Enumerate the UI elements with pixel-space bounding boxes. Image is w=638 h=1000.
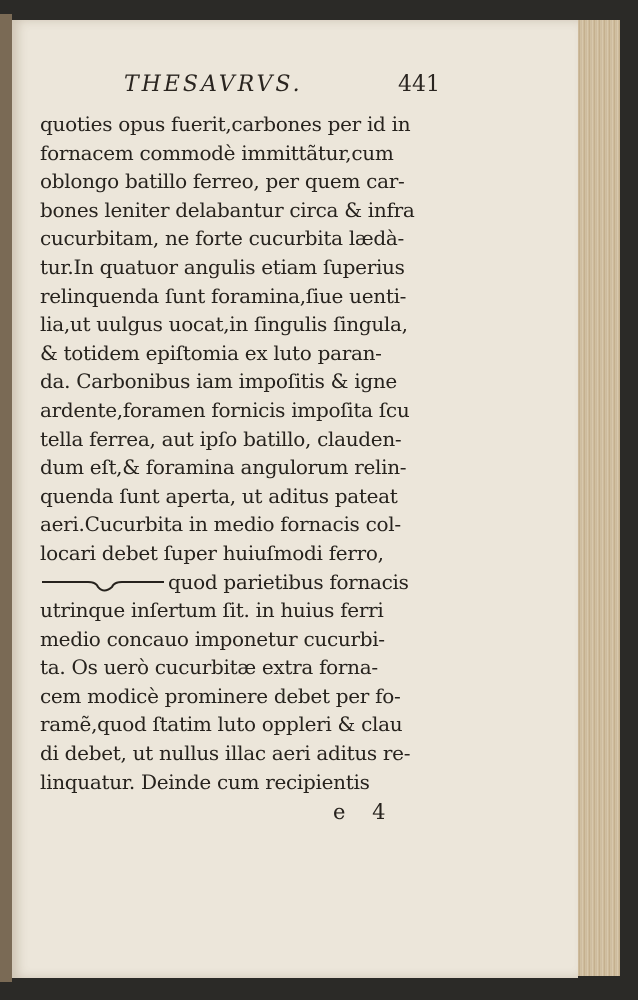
page-stack-edge: [575, 20, 620, 976]
text-line: bones leniter delabantur circa & infra: [40, 197, 415, 222]
iron-bar-figure-icon: [40, 572, 166, 592]
text-line: relinquenda ſunt foramina,ſiue uenti-: [40, 283, 407, 308]
text-line: dum eſt,& foramina angulorum relin-: [40, 455, 407, 480]
text-line: aeri.Cucurbita in medio fornacis col-: [40, 512, 401, 537]
signature-mark: e 4: [333, 800, 396, 824]
text-line: fornacem commodè immittãtur,cum: [40, 140, 394, 165]
text-line: utrinque inſertum ſit. in huius ferri: [40, 598, 384, 623]
text-line: quoties opus fuerit,carbones per id in: [40, 112, 411, 136]
running-head-title: THESAVRVS.: [124, 72, 303, 97]
text-line: da. Carbonibus iam impoſitis & igne: [40, 369, 397, 394]
body-text: [40, 110, 450, 796]
text-line: ta. Os uerò cucurbitæ extra forna-: [40, 655, 378, 680]
text-line: di debet, ut nullus illac aeri aditus re-: [40, 741, 411, 766]
text-line: ardente,foramen fornicis impoſita ſcu: [40, 397, 410, 422]
text-line: lia,ut uulgus uocat,in ſingulis ſingula,: [40, 312, 408, 337]
text-line: medio concauo imponetur cucurbi-: [40, 626, 385, 651]
text-line-with-iron-bar-figure: [40, 568, 450, 597]
text-line: tella ferrea, aut ipſo batillo, clauden-: [40, 426, 402, 451]
text-line: quenda ſunt aperta, ut aditus pateat: [40, 483, 398, 508]
text-line: tur.In quatuor angulis etiam ſuperius: [40, 254, 405, 279]
text-line-after-figure: quod parietibus fornacis: [168, 569, 409, 594]
text-line: linquatur. Deinde cum recipientis: [40, 769, 370, 794]
text-line: cucurbitam, ne forte cucurbita lædà-: [40, 226, 404, 251]
book-cover-edge: [0, 14, 12, 982]
page-number: 441: [398, 72, 440, 97]
text-line: ramẽ,quod ſtatim luto oppleri & clau: [40, 712, 403, 737]
text-line: cem modicè prominere debet per fo-: [40, 683, 401, 708]
text-line: oblongo batillo ferreo, per quem car-: [40, 169, 405, 194]
running-head: [124, 72, 454, 100]
text-line: & totidem epiſtomia ex luto paran-: [40, 340, 382, 365]
text-line: locari debet ſuper huiuſmodi ferro,: [40, 540, 384, 565]
